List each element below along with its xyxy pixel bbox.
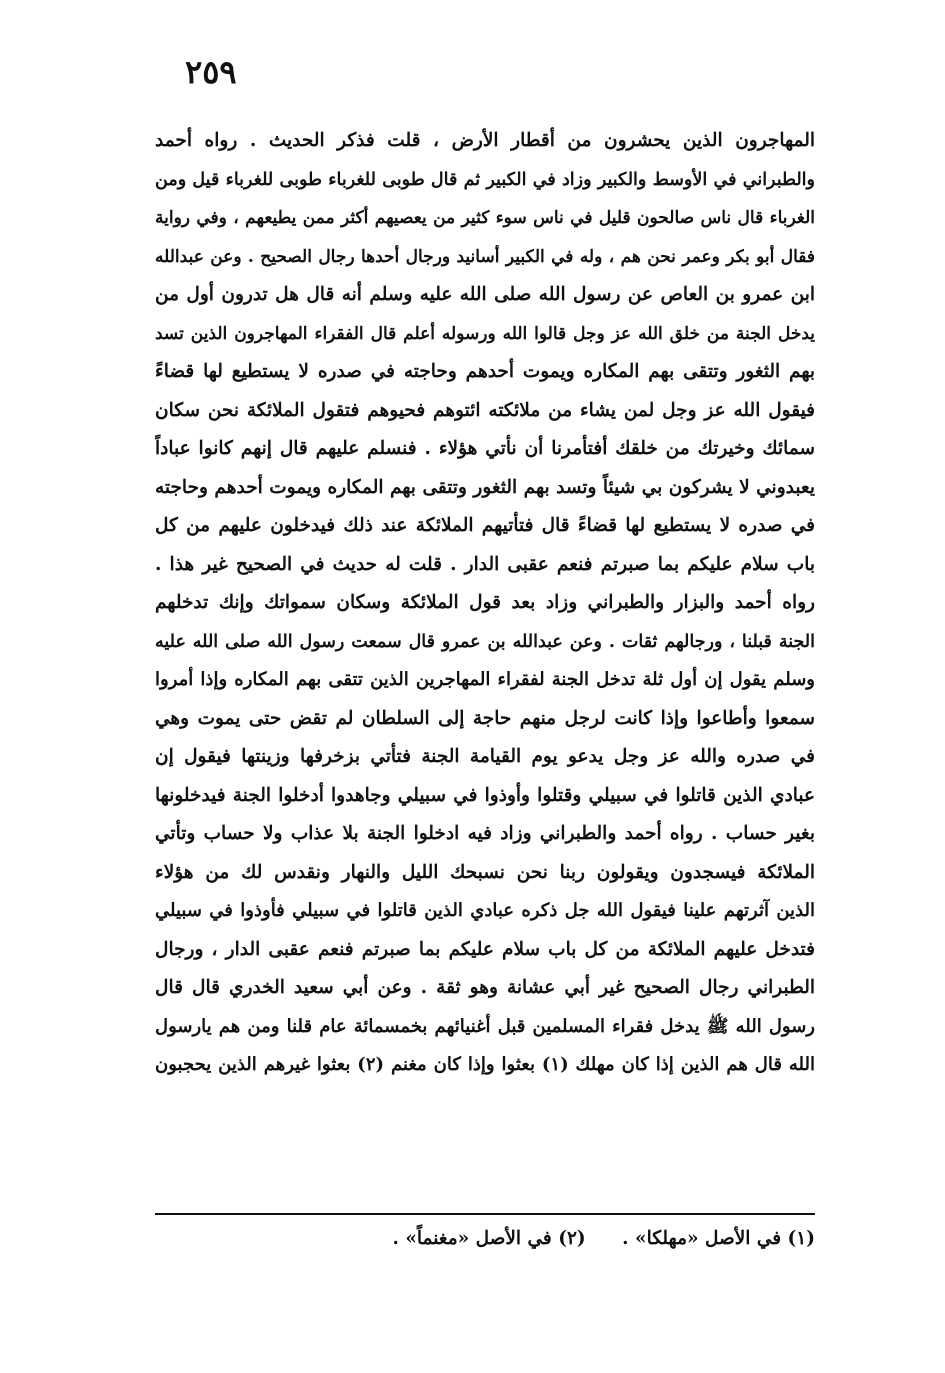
text-line: الطبراني رجال الصحيح غير أبي عشانة وهو ثقة . وعن أبي سعيد الخدري قال قال bbox=[155, 977, 815, 998]
text-line: فيقول الله عز وجل لمن يشاء من ملائكته ائتوهم فحيوهم فتقول الملائكة نحن سكان bbox=[155, 399, 815, 421]
footnote-1: (١) في الأصل «مهلكا» . bbox=[622, 1228, 815, 1249]
text-line: الذين آثرتهم علينا فيقول الله جل ذكره عبادي الذين قاتلوا في سبيلي فأوذوا في سبيلي bbox=[155, 900, 815, 921]
footnote-divider bbox=[155, 1213, 815, 1215]
text-line: ابن عمرو بن العاص عن رسول الله صلى الله عليه وسلم أنه قال هل تدرون أول من bbox=[155, 284, 815, 305]
text-line: سمائك وخيرتك من خلقك أفتأمرنا أن نأتي هؤلاء . فنسلم عليهم قال إنهم كانوا عباداً bbox=[155, 438, 815, 459]
text-line: باب سلام عليكم بما صبرتم فنعم عقبى الدار . قلت له حديث في الصحيح غير هذا . bbox=[155, 553, 815, 575]
text-line: في صدره والله عز وجل يدعو يوم القيامة الجنة فتأتي بزخرفها وزينتها فيقول إن bbox=[155, 746, 815, 767]
text-line: بغير حساب . رواه أحمد والطبراني وزاد فيه ادخلوا الجنة بلا عذاب ولا حساب وتأتي bbox=[155, 823, 815, 844]
text-line: الغرباء قال ناس صالحون قليل في ناس سوء كثير من يعصيهم أكثر ممن يطيعهم ، وفي رواية bbox=[155, 208, 815, 228]
text-line: الجنة قبلنا ، ورجالهم ثقات . وعن عبدالله بن عمرو قال سمعت رسول الله صلى الله عليه bbox=[155, 631, 815, 652]
text-line: عبادي الذين قاتلوا في سبيلي وقتلوا وأوذوا في سبيلي وجاهدوا أدخلوا الجنة فيدخلونها bbox=[155, 784, 815, 806]
text-line: فقال أبو بكر وعمر نحن هم ، وله في الكبير أسانيد ورجال أحدها رجال الصحيح . وعن عبدالله bbox=[155, 246, 815, 267]
text-line: الملائكة فيسجدون ويقولون ربنا نحن نسبحك الليل والنهار ونقدس لك من هؤلاء bbox=[155, 861, 815, 883]
footnote-2: (٢) في الأصل «مغنماً» . bbox=[392, 1228, 586, 1249]
text-line: المهاجرون الذين يحشرون من أقطار الأرض ، قلت فذكر الحديث . رواه أحمد bbox=[155, 130, 815, 151]
footnotes bbox=[155, 1222, 815, 1256]
body-text bbox=[155, 122, 815, 1085]
text-line: في صدره لا يستطيع لها قضاءً قال فتأتيهم الملائكة عند ذلك فيدخلون عليهم من كل bbox=[155, 515, 815, 536]
page-number: ٢٥٩ bbox=[185, 53, 237, 91]
text-line: رواه أحمد والبزار والطبراني وزاد بعد قول الملائكة وسكان سمواتك وإنك تدخلهم bbox=[155, 592, 815, 613]
text-line: بهم الثغور وتتقى بهم المكاره ويموت أحدهم وحاجته في صدره لا يستطيع لها قضاءً bbox=[155, 361, 815, 382]
text-line: وسلم يقول إن أول ثلة تدخل الجنة لفقراء المهاجرين الذين تتقى بهم المكاره وإذا أمروا bbox=[155, 669, 815, 690]
text-line: يعبدوني لا يشركون بي شيئاً وتسد بهم الثغور وتتقى بهم المكاره ويموت أحدهم وحاجته bbox=[155, 476, 815, 498]
text-line: الله قال هم الذين إذا كان مهلك (١) بعثوا وإذا كان مغنم (٢) بعثوا غيرهم الذين يحجبون bbox=[155, 1054, 815, 1075]
text-line: فتدخل عليهم الملائكة من كل باب سلام عليكم بما صبرتم فنعم عقبى الدار ، ورجال bbox=[155, 938, 815, 960]
text-line: رسول الله ﷺ يدخل فقراء المسلمين قبل أغنيائهم بخمسمائة عام قلنا ومن هم يارسول bbox=[155, 1015, 815, 1037]
text-line: سمعوا وأطاعوا وإذا كانت لرجل منهم حاجة إلى السلطان لم تقض حتى يموت وهي bbox=[155, 707, 815, 729]
text-line: يدخل الجنة من خلق الله عز وجل قالوا الله ورسوله أعلم قال الفقراء المهاجرون الذين تسد bbox=[155, 323, 815, 344]
text-line: والطبراني في الأوسط والكبير وزاد في الكبير ثم قال طوبى للغرباء طوبى للغرباء قيل ومن bbox=[155, 169, 815, 190]
